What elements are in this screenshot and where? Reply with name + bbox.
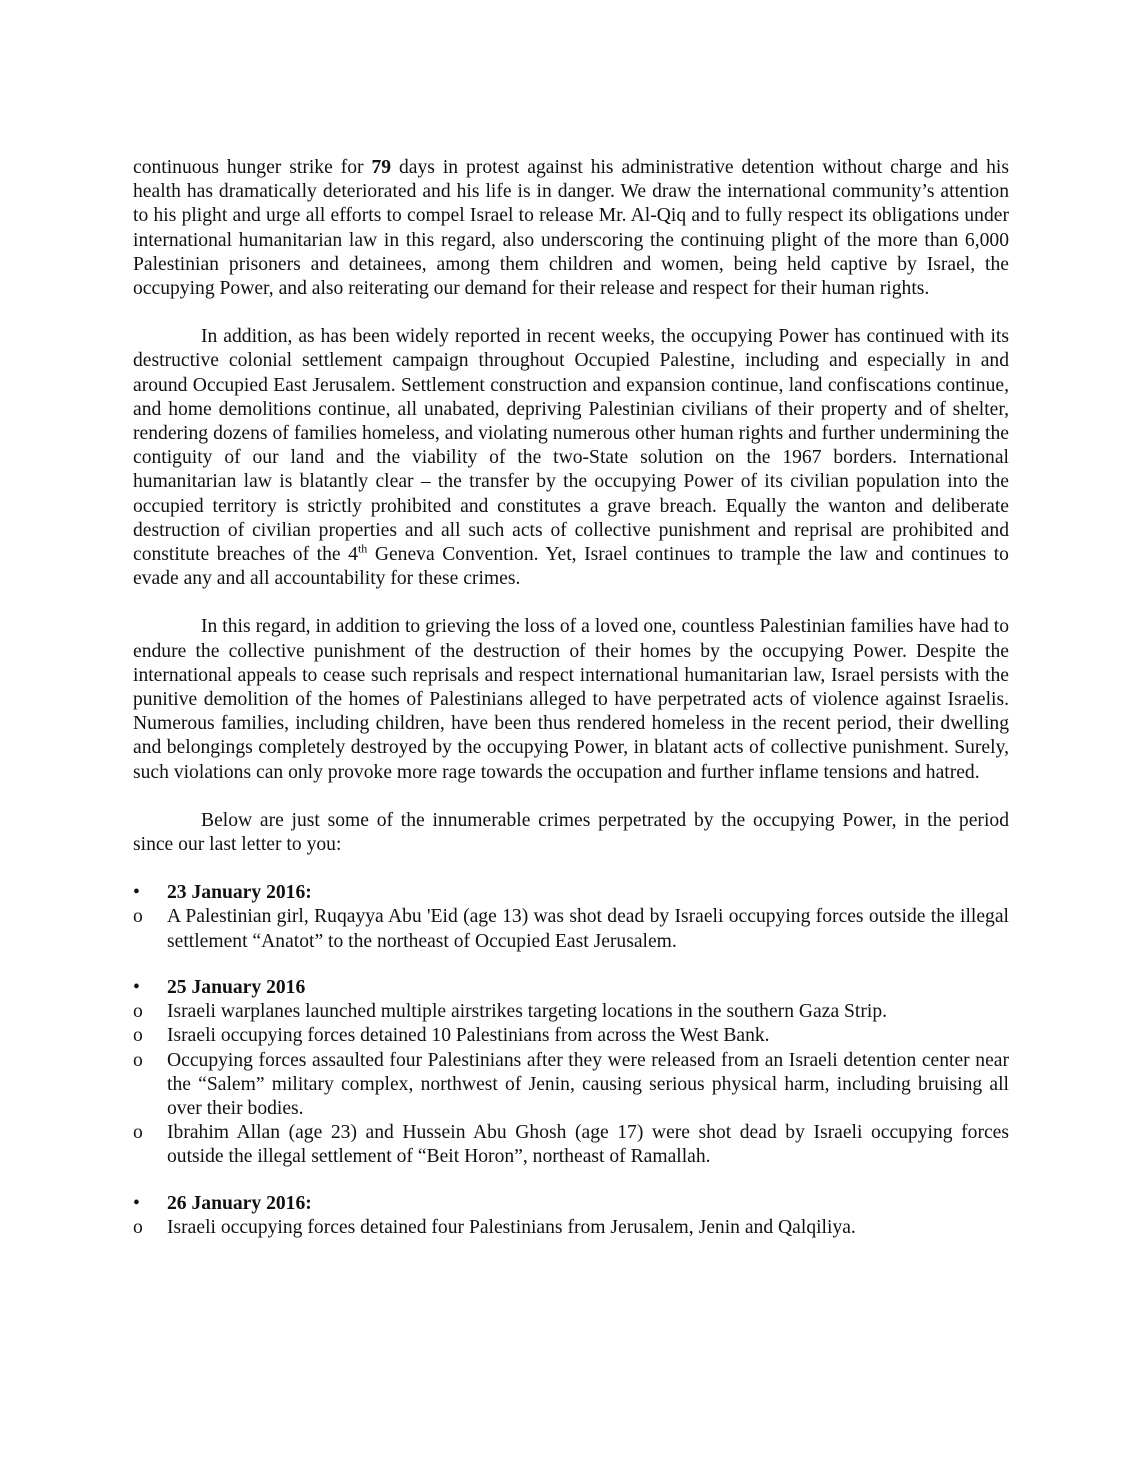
event-item: o Israeli occupying forces detained 10 Palestinians from across the West Bank.: [133, 1024, 1009, 1048]
paragraph-crimes-intro: Below are just some of the innumerable crimes perpetrated by the occupying Power, in the period since our last letter to you:: [133, 809, 1009, 856]
event-item: o Ibrahim Allan (age 23) and Hussein Abu Ghosh (age 17) were shot dead by Israeli occupying forces outside the illegal settlement of “Beit Horon”, northeast of Ramallah.: [133, 1121, 1009, 1169]
paragraph-hunger-strike: [133, 156, 1009, 301]
event-item: o Israeli warplanes launched multiple airstrikes targeting locations in the southern Gaza Strip.: [133, 1000, 1009, 1024]
event-item: o Occupying forces assaulted four Palestinians after they were released from an Israeli detention center near the “Salem” military complex, northwest of Jenin, causing serious physical harm, including bruising all over their bodies.: [133, 1049, 1009, 1122]
event-date-heading: • 25 January 2016: [133, 976, 1009, 1000]
superscript-th: th: [357, 541, 368, 556]
event-group-25-january: [133, 976, 1009, 1170]
event-date-heading: • 23 January 2016:: [133, 881, 1009, 905]
event-group-26-january: [133, 1192, 1009, 1240]
paragraph-settlements: [133, 325, 1009, 591]
document-page: [133, 156, 1009, 1240]
paragraph-text: days in protest against his administrative detention without charge and his health has dramatically deteriorated and his life is in danger. We draw the international community’s attention to his plight and urge all efforts to compel Israel to release Mr. Al-Qiq and to fully respect its obligations under international humanitarian law in this regard, also underscoring the continuing plight of the more than 6,000 Palestinian prisoners and detainees, among them children and women, being held captive by Israel, the occupying Power, and also reiterating our demand for their release and respect for their human rights.: [133, 157, 1009, 300]
paragraph-demolitions: In this regard, in addition to grieving the loss of a loved one, countless Palestinian families have had to endure the collective punishment of the destruction of their homes by the occupying Power. Despite the international appeals to cease such reprisals and respect international humanitarian law, Israel persists with the punitive demolition of the homes of Palestinians alleged to have perpetrated acts of violence against Israelis. Numerous families, including children, have been thus rendered homeless in the recent period, their dwelling and belongings completely destroyed by the occupying Power, in blatant acts of collective punishment. Surely, such violations can only provoke more rage towards the occupation and further inflame tensions and hatred.: [133, 616, 1009, 783]
event-item: o Israeli occupying forces detained four Palestinians from Jerusalem, Jenin and Qalqiliya.: [133, 1216, 1009, 1240]
event-item: o A Palestinian girl, Ruqayya Abu 'Eid (age 13) was shot dead by Israeli occupying forces outside the illegal settlement “Anatot” to the northeast of Occupied East Jerusalem.: [133, 905, 1009, 953]
days-count: 79: [371, 157, 392, 178]
paragraph-text: In addition, as has been widely reported in recent weeks, the occupying Power has continued with its destructive colonial settlement campaign throughout Occupied Palestine, including and especially in and around Occupied East Jerusalem. Settlement construction and expansion continue, land confiscations continue, and home demolitions continue, all unabated, depriving Palestinian civilians of their property and of shelter, rendering dozens of families homeless, and violating numerous other human rights and further undermining the contiguity of our land and the viability of the two-State solution on the 1967 borders. International humanitarian law is blatantly clear – the transfer by the occupying Power of its civilian population into the occupied territory is strictly prohibited and constitutes a grave breach. Equally the wanton and deliberate destruction of civilian properties and all such acts of collective punishment and reprisal are prohibited and constitute breaches of the 4: [133, 326, 1009, 566]
paragraph-text: continuous hunger strike for: [133, 157, 372, 178]
event-group-23-january: [133, 881, 1009, 954]
event-date-heading: • 26 January 2016:: [133, 1192, 1009, 1216]
paragraph-text: Geneva Convention. Yet, Israel continues to trample the law and continues to evade any and all accountability for these crimes.: [133, 544, 1009, 590]
